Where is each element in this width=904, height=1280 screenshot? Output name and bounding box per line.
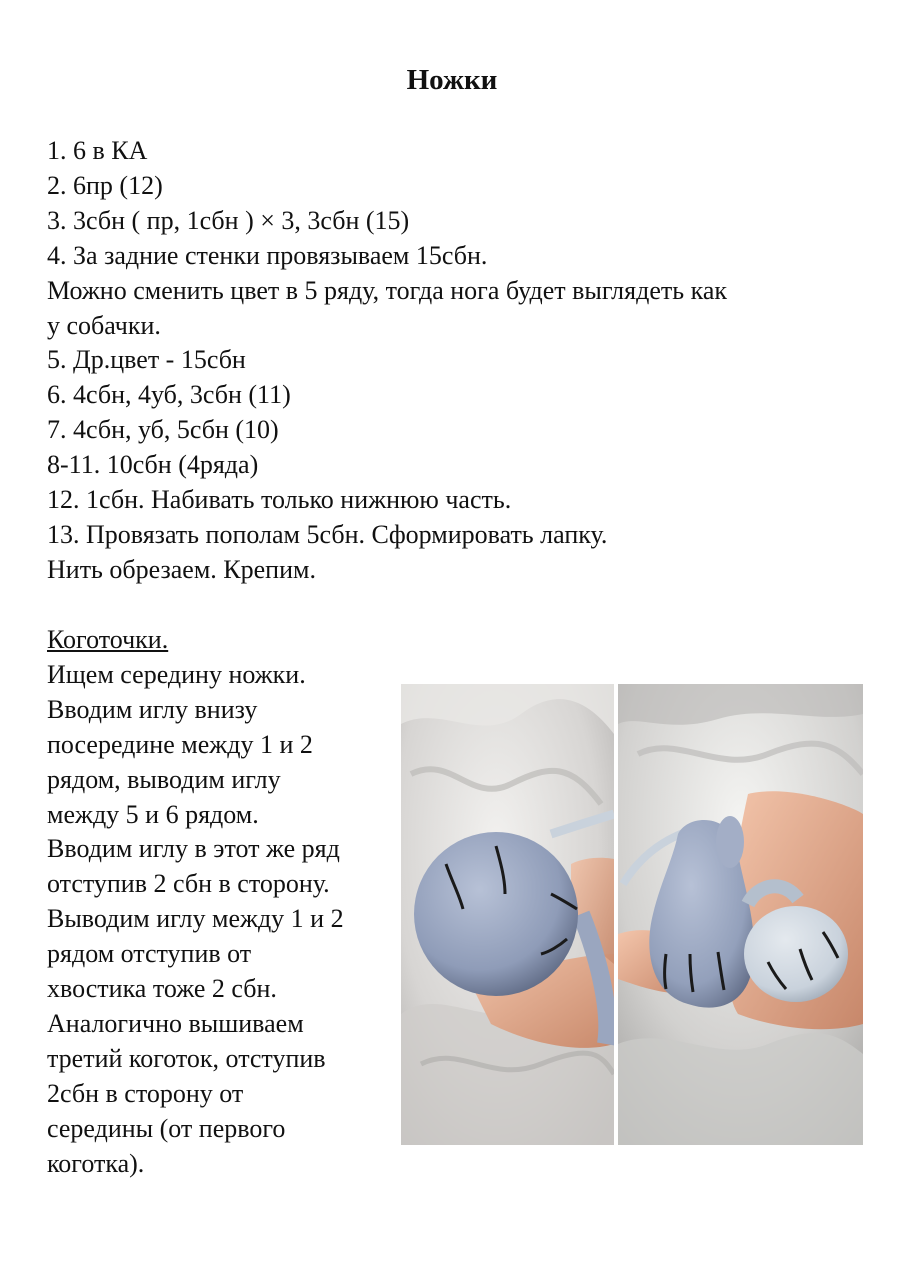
- photo-crochet-foot-front-image: [401, 684, 614, 1145]
- claws-line: Ищем середину ножки.: [47, 659, 306, 689]
- step-line: 7. 4сбн, уб, 5сбн (10): [47, 415, 279, 445]
- step-line: у собачки.: [47, 310, 161, 340]
- photo-crochet-feet-pair: [618, 684, 863, 1145]
- step-line: 13. Провязать пополам 5сбн. Сформировать лапку.: [47, 519, 608, 549]
- claws-line: хвостика тоже 2 сбн.: [47, 974, 277, 1004]
- step-line: 5. Др.цвет - 15сбн: [47, 345, 246, 375]
- step-line: 2. 6пр (12): [47, 170, 163, 200]
- claws-line: Выводим иглу между 1 и 2: [47, 904, 344, 934]
- step-line: 4. За задние стенки провязываем 15сбн.: [47, 240, 488, 270]
- page-title: Ножки: [406, 64, 498, 96]
- step-line: 6. 4сбн, 4уб, 3сбн (11): [47, 380, 291, 410]
- claws-line: отступив 2 сбн в сторону.: [47, 869, 330, 899]
- claws-line: Аналогично вышиваем: [47, 1008, 304, 1038]
- claws-line: рядом отступив от: [47, 939, 252, 969]
- claws-heading: Коготочки.: [47, 625, 169, 654]
- step-line: Нить обрезаем. Крепим.: [47, 554, 316, 584]
- step-line: Можно сменить цвет в 5 ряду, тогда нога будет выглядеть как: [47, 275, 728, 305]
- claws-line: середины (от первого: [47, 1113, 286, 1143]
- claws-line: рядом, выводим иглу: [47, 764, 281, 794]
- photo-crochet-feet-pair-image: [618, 684, 863, 1145]
- step-line: 8-11. 10сбн (4ряда): [47, 450, 259, 480]
- claws-line: третий коготок, отступив: [47, 1043, 326, 1073]
- pattern-steps: [47, 134, 867, 588]
- claws-line: между 5 и 6 рядом.: [47, 799, 259, 829]
- step-line: 12. 1сбн. Набивать только нижнюю часть.: [47, 485, 512, 515]
- photo-crochet-foot-front: [401, 684, 614, 1145]
- claws-line: 2сбн в сторону от: [47, 1078, 244, 1108]
- step-line: 1. 6 в КА: [47, 136, 148, 165]
- photo-collage: [401, 684, 863, 1145]
- claws-line: Вводим иглу внизу: [47, 694, 258, 724]
- claws-section: [47, 623, 407, 1182]
- claws-line: посередине между 1 и 2: [47, 729, 313, 759]
- step-line: 3. 3сбн ( пр, 1сбн ) × 3, 3сбн (15): [47, 205, 410, 235]
- claws-line: Вводим иглу в этот же ряд: [47, 834, 340, 864]
- claws-line: коготка).: [47, 1148, 145, 1178]
